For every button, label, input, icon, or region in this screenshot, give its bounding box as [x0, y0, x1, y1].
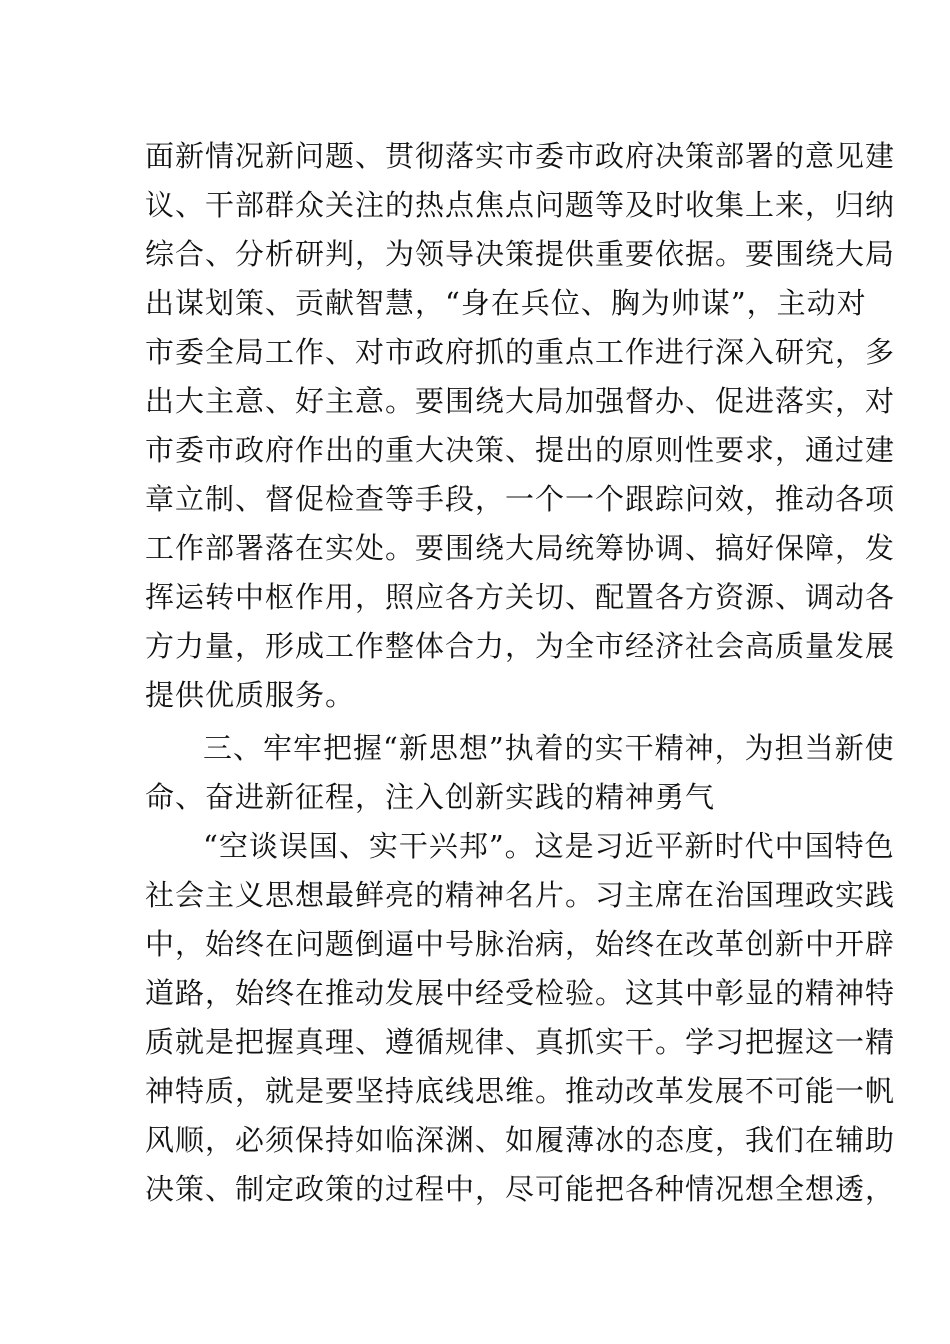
text-line: 章立制、督促检查等手段，一个一个跟踪问效，推动各项 [145, 482, 896, 516]
text-line: 道路，始终在推动发展中经受检验。这其中彰显的精神特 [145, 976, 896, 1010]
text-line: 决策、制定政策的过程中，尽可能把各种情况想全想透， [145, 1172, 896, 1206]
text-line: 面新情况新问题、贯彻落实市委市政府决策部署的意见建 [145, 139, 896, 173]
text-line: 提供优质服务。 [145, 678, 356, 712]
text-line: “空谈误国、实干兴邦”。这是习近平新时代中国特色 [203, 829, 895, 863]
text-line: 中，始终在问题倒逼中号脉治病，始终在改革创新中开辟 [145, 927, 896, 961]
text-line: 出大主意、好主意。要围绕大局加强督办、促进落实，对 [145, 384, 896, 418]
text-line: 工作部署落在实处。要围绕大局统筹协调、搞好保障，发 [145, 531, 896, 565]
text-line: 综合、分析研判，为领导决策提供重要依据。要围绕大局 [145, 237, 896, 271]
text-line: 市委全局工作、对市政府抓的重点工作进行深入研究，多 [145, 335, 896, 369]
text-line: 方力量，形成工作整体合力，为全市经济社会高质量发展 [145, 629, 896, 663]
section-heading-line: 命、奋进新征程，注入创新实践的精神勇气 [145, 780, 716, 814]
text-line: 神特质，就是要坚持底线思维。推动改革发展不可能一帆 [145, 1074, 896, 1108]
text-line: 挥运转中枢作用，照应各方关切、配置各方资源、调动各 [145, 580, 896, 614]
text-line: 质就是把握真理、遵循规律、真抓实干。学习把握这一精 [145, 1025, 896, 1059]
text-line: 市委市政府作出的重大决策、提出的原则性要求，通过建 [145, 433, 896, 467]
section-heading-line: 三、牢牢把握“新思想”执着的实干精神，为担当新使 [203, 731, 895, 765]
text-line: 出谋划策、贡献智慧，“身在兵位、胸为帅谋”，主动对 [145, 286, 867, 320]
text-line: 风顺，必须保持如临深渊、如履薄冰的态度，我们在辅助 [145, 1123, 896, 1157]
text-line: 议、干部群众关注的热点焦点问题等及时收集上来，归纳 [145, 188, 896, 222]
text-line: 社会主义思想最鲜亮的精神名片。习主席在治国理政实践 [145, 878, 896, 912]
